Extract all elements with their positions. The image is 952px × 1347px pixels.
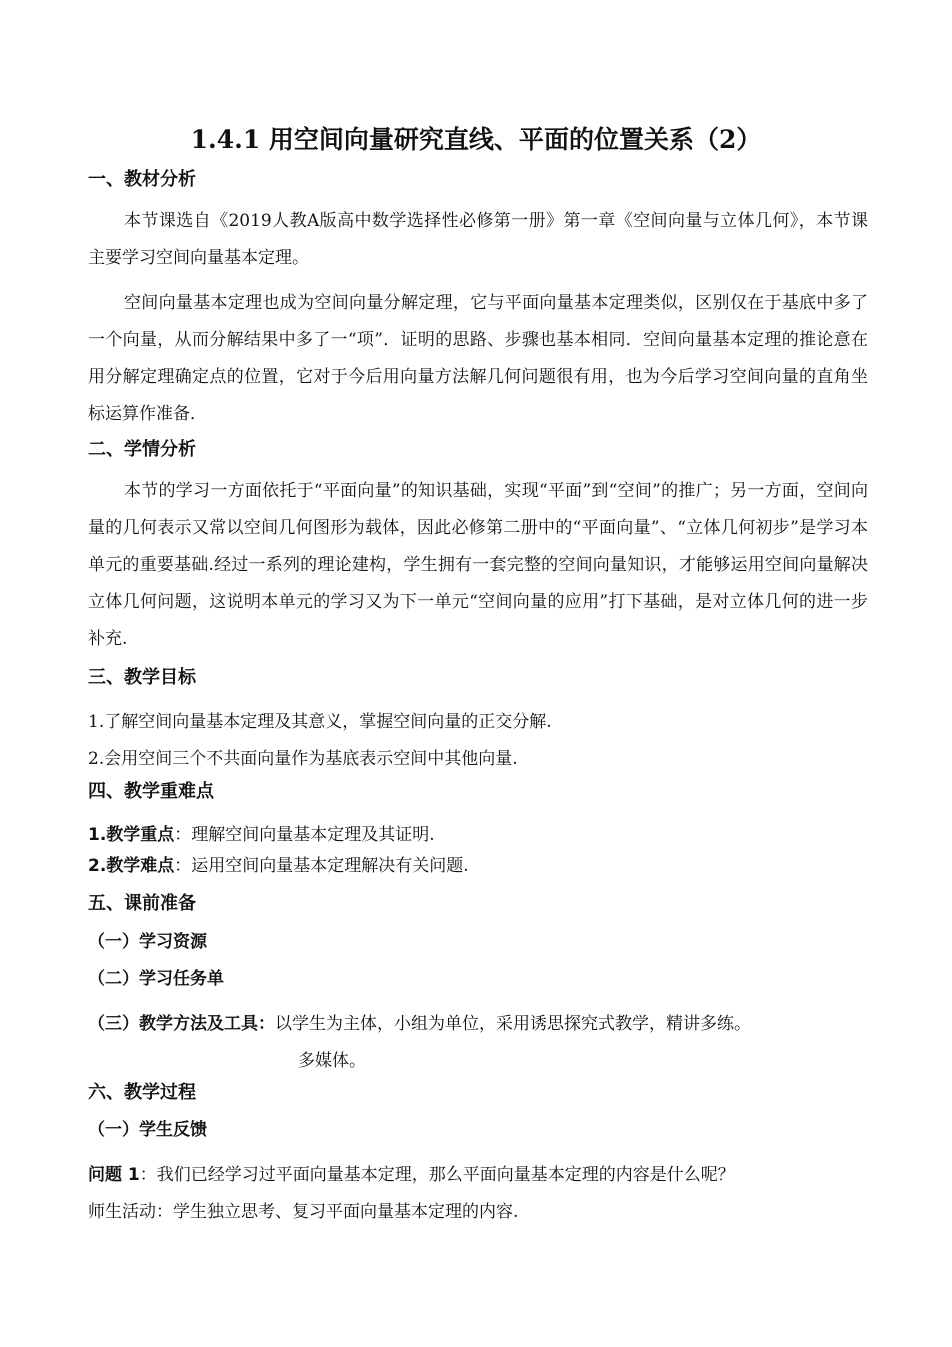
paragraph-textbook-source: 本节课选自《2019人教A版高中数学选择性必修第一册》第一章《空间向量与立体几何》，本节课主要学习空间向量基本定理。 [88, 211, 868, 268]
paragraph-theorem-overview: 空间向量基本定理也成为空间向量分解定理，它与平面向量基本定理类似，区别仅在于基底中多了一个向量，从而分解结果中多了一“项”．证明的思路、步骤也基本相同．空间向量基本定理的推论意在用分解定理确定点的位置，它对于今后用向量方法解几何问题很有用，也为今后学习空间向量的直角坐标运算作准备． [88, 293, 868, 424]
question-1-text: ：我们已经学习过平面向量基本定理，那么平面向量基本定理的内容是什么呢？ [139, 1165, 735, 1185]
section-heading-teaching-process: 六、教学过程 [88, 1082, 196, 1103]
methods-tools-continuation: 多媒体。 [298, 1051, 366, 1071]
difficult-point-line [88, 853, 469, 879]
subheading-task-sheet: （二）学习任务单 [88, 969, 224, 989]
question-1-line [88, 1162, 735, 1188]
paragraph-student-analysis: 本节的学习一方面依托于“平面向量”的知识基础，实现“平面”到“空间”的推广；另一方面，空间向量的几何表示又常以空间几何图形为载体，因此必修第二册中的“平面向量”、“立体几何初步”是学习本单元的重要基础.经过一系列的理论建构，学生拥有一套完整的空间向量知识，才能够运用空间向量解决立体几何问题，这说明本单元的学习又为下一单元“空间向量的应用”打下基础，是对立体几何的进一步补充. [88, 481, 868, 649]
goal-item-1: 1.了解空间向量基本定理及其意义，掌握空间向量的正交分解. [88, 712, 552, 732]
methods-tools-text: 以学生为主体，小组为单位，采用诱思探究式教学，精讲多练。 [275, 1014, 751, 1034]
section-heading-teaching-goals: 三、教学目标 [88, 667, 196, 688]
goal-item-2: 2.会用空间三个不共面向量作为基底表示空间中其他向量. [88, 749, 518, 769]
question-1-label: 问题 1 [88, 1165, 140, 1185]
key-point-text: ：理解空间向量基本定理及其证明. [174, 825, 435, 845]
key-point-line [88, 822, 435, 848]
section-heading-preparation: 五、课前准备 [88, 893, 196, 914]
teacher-student-activity: 师生活动：学生独立思考、复习平面向量基本定理的内容. [88, 1202, 519, 1222]
section-heading-key-difficult-points: 四、教学重难点 [88, 781, 214, 802]
difficult-point-text: ：运用空间向量基本定理解决有关问题. [174, 856, 469, 876]
subheading-student-feedback: （一）学生反馈 [88, 1120, 207, 1140]
section-heading-student-analysis: 二、学情分析 [88, 439, 196, 460]
methods-tools-label: （三）教学方法及工具： [88, 1014, 275, 1034]
section-heading-textbook-analysis: 一、教材分析 [88, 169, 196, 190]
subheading-learning-resources: （一）学习资源 [88, 932, 207, 952]
document-title: 1.4.1 用空间向量研究直线、平面的位置关系（2） [190, 125, 762, 154]
difficult-point-label: 2.教学难点 [88, 856, 175, 876]
methods-tools-line [88, 1011, 751, 1037]
key-point-label: 1.教学重点 [88, 825, 175, 845]
